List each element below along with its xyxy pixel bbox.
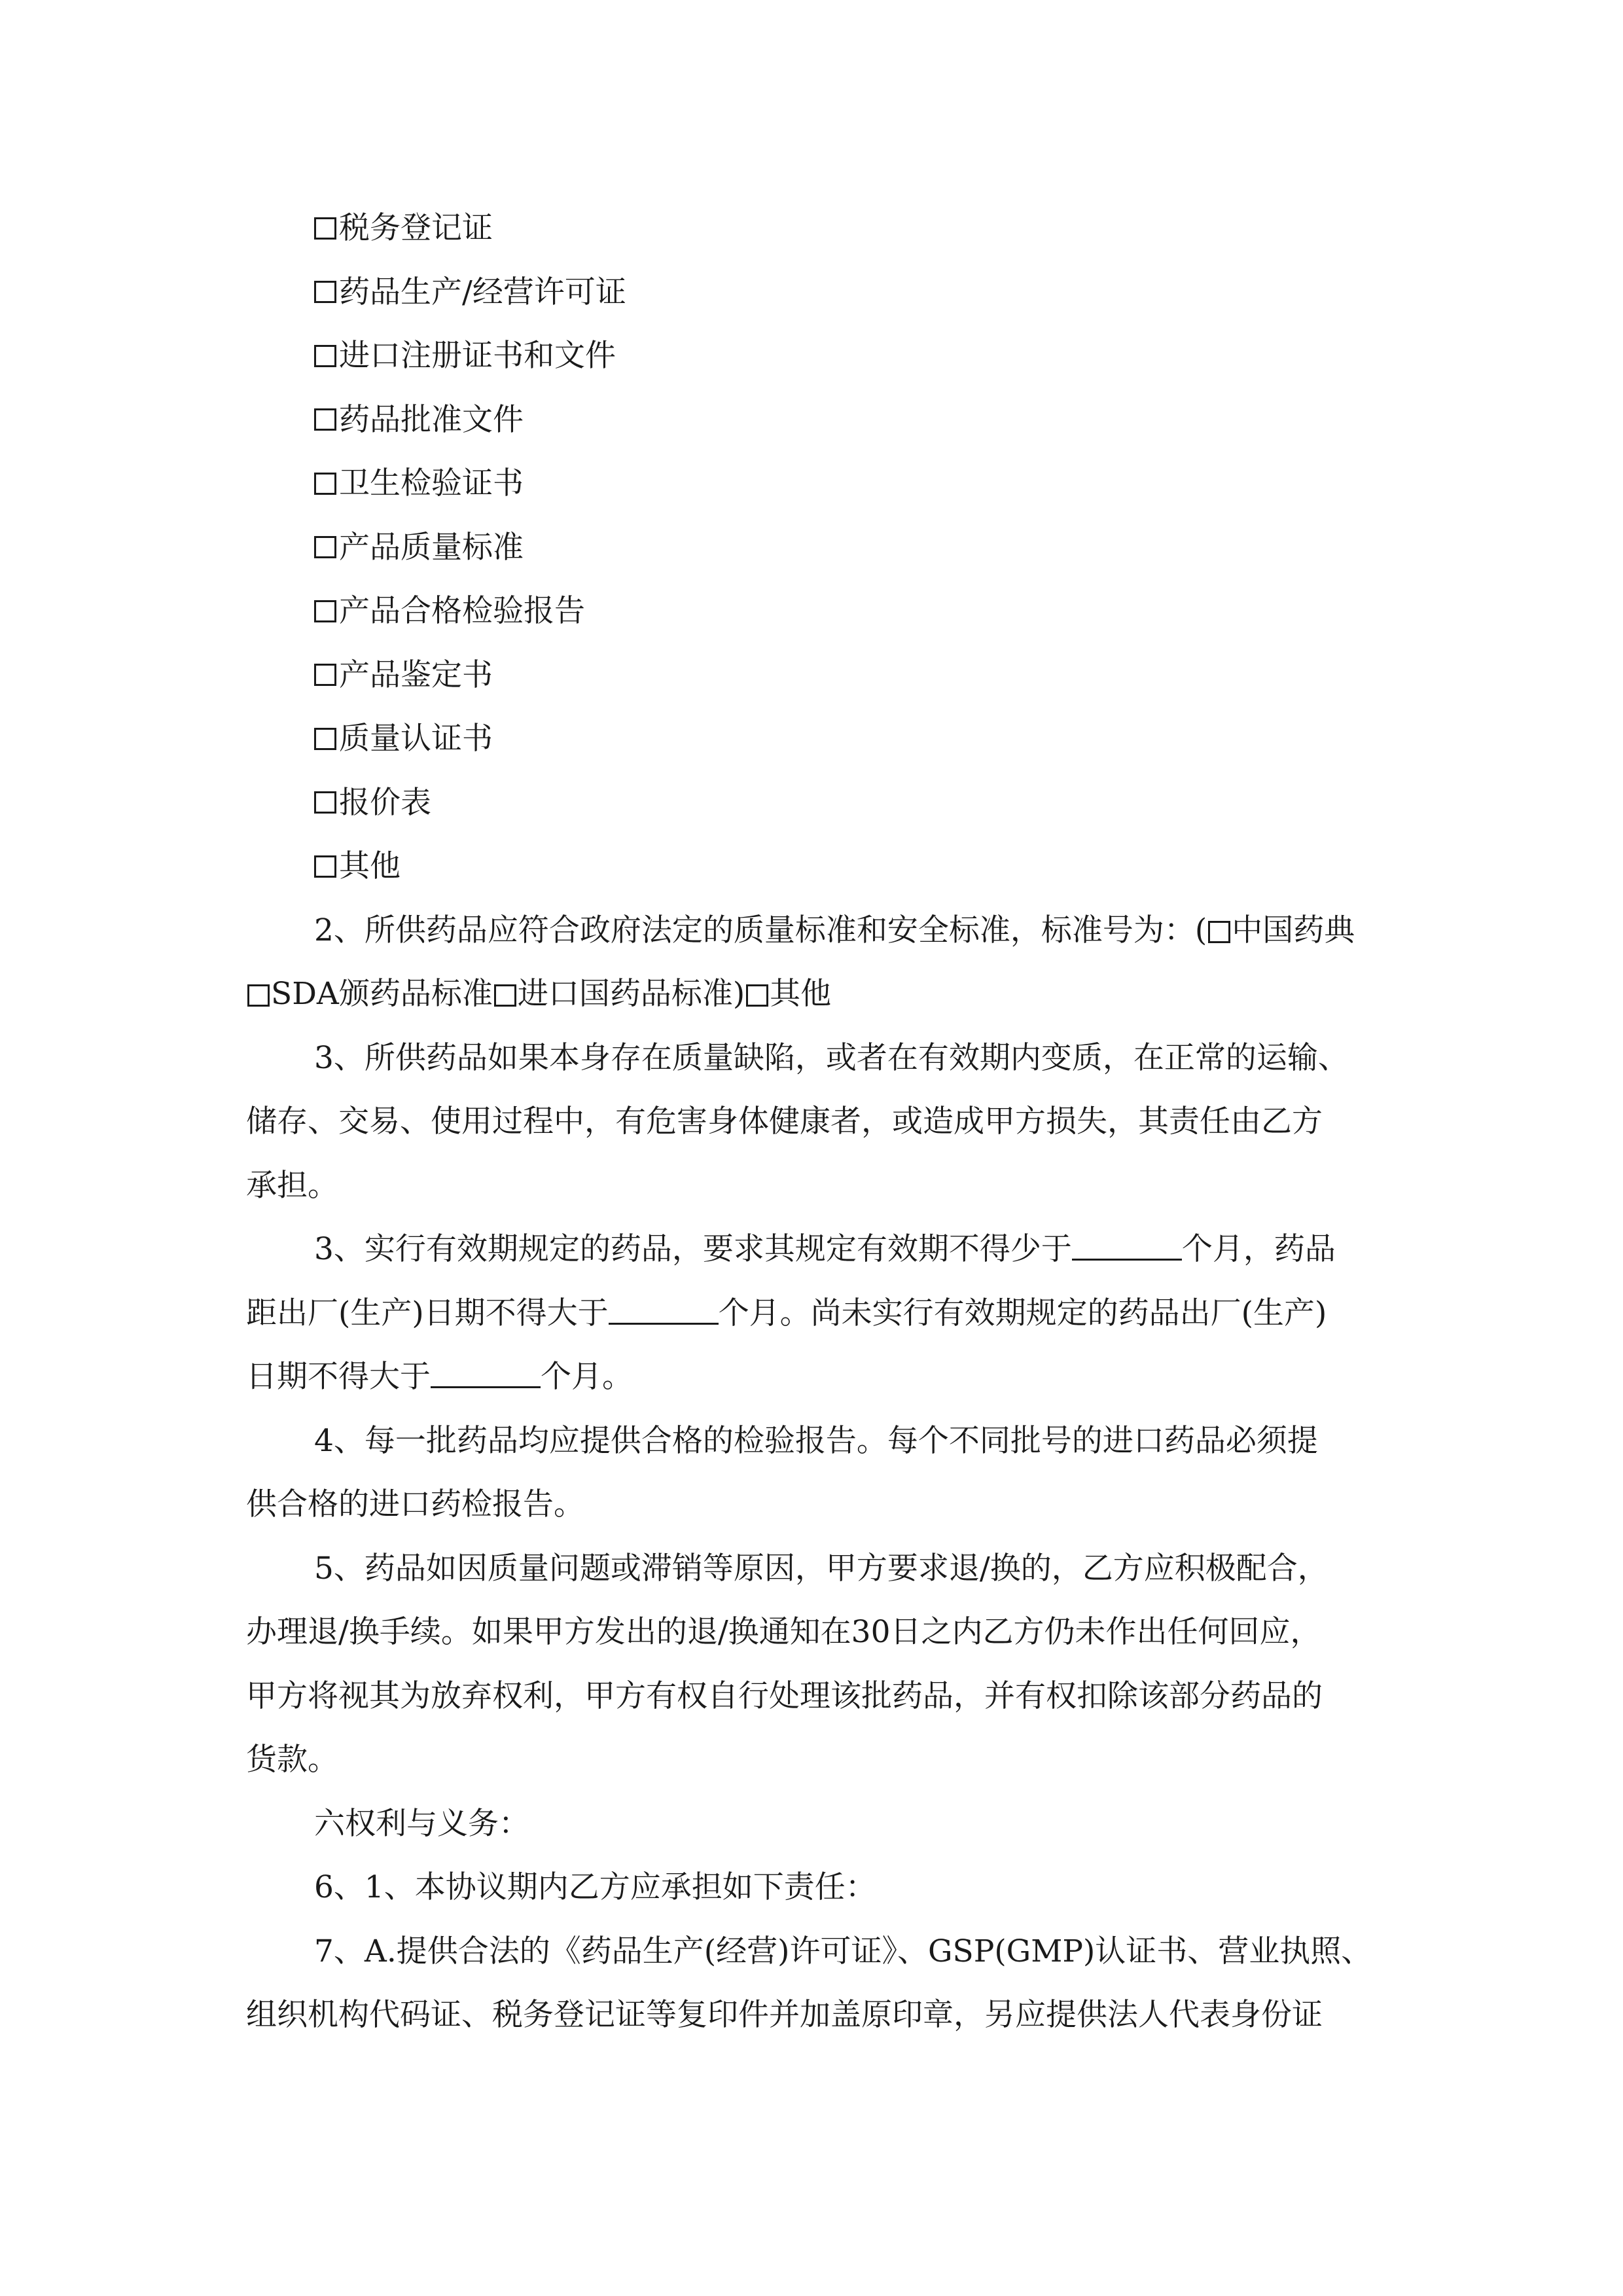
clause-5-line-4: 货款。	[246, 1742, 338, 1778]
section-6-heading: 六权利与义务：	[314, 1805, 529, 1842]
clause-4	[246, 1409, 1393, 1537]
checkbox-icon[interactable]	[494, 984, 516, 1007]
checklist-label: 产品鉴定书	[339, 656, 493, 693]
document-body	[246, 196, 1393, 2047]
document-checklist	[246, 196, 1393, 899]
checklist-label: 报价表	[339, 784, 431, 821]
clause-7-line-2: 组织机构代码证、税务登记证等复印件并加盖原印章，另应提供法人代表身份证	[246, 1997, 1323, 2033]
checklist-label: 税务登记证	[339, 210, 493, 246]
checklist-item-inspection-report	[246, 579, 1393, 643]
checkbox-icon[interactable]	[314, 408, 336, 431]
clause-2	[246, 899, 1393, 1026]
checkbox-icon[interactable]	[314, 728, 336, 750]
checklist-item-tax-registration	[246, 196, 1393, 260]
checklist-item-other	[246, 834, 1393, 899]
clause-3a-line-2: 储存、交易、使用过程中，有危害身体健康者，或造成甲方损失，其责任由乙方	[246, 1103, 1323, 1139]
clause-4-line-1: 4、每一批药品均应提供合格的检验报告。每个不同批号的进口药品必须提	[314, 1422, 1318, 1459]
clause-3b-line-3: 日期不得大于 个月。	[246, 1359, 633, 1395]
checklist-item-quality-standard	[246, 516, 1393, 580]
checkbox-icon[interactable]	[314, 664, 336, 686]
checklist-label: 卫生检验证书	[339, 465, 524, 501]
clause-3b-line-1: 3、实行有效期规定的药品，要求其规定有效期不得少于 个月，药品	[314, 1231, 1336, 1267]
checklist-label: 其他	[339, 848, 401, 884]
checklist-item-quality-certification	[246, 707, 1393, 771]
clause-7-line-1: 7、A.提供合法的《药品生产(经营)许可证》、GSP(GMP)认证书、营业执照、	[314, 1933, 1372, 1969]
checklist-label: 药品生产/经营许可证	[339, 274, 626, 310]
clause-3a-line-3: 承担。	[246, 1167, 338, 1204]
fill-in-blank-months[interactable]	[1072, 1232, 1182, 1261]
clause-3a-line-1: 3、所供药品如果本身存在质量缺陷，或者在有效期内变质，在正常的运输、	[314, 1039, 1349, 1076]
clause-5-line-3: 甲方将视其为放弃权利，甲方有权自行处理该批药品，并有权扣除该部分药品的	[246, 1677, 1323, 1714]
checklist-label: 质量认证书	[339, 721, 493, 757]
checkbox-icon[interactable]	[247, 984, 270, 1007]
checklist-item-health-certificate	[246, 452, 1393, 516]
section-6	[246, 1792, 1393, 1920]
clause-5-line-1: 5、药品如因质量问题或滞销等原因，甲方要求退/换的，乙方应积极配合，	[314, 1550, 1329, 1587]
checkbox-icon[interactable]	[314, 281, 336, 303]
checklist-label: 产品合格检验报告	[339, 593, 585, 629]
checkbox-icon[interactable]	[314, 600, 336, 622]
checkbox-icon[interactable]	[314, 217, 336, 240]
clause-2-line-1: 2、所供药品应符合政府法定的质量标准和安全标准，标准号为：( 中国药典	[314, 912, 1355, 948]
checklist-item-approval-documents	[246, 388, 1393, 452]
checkbox-icon[interactable]	[314, 345, 336, 367]
clause-3-quality-defects	[246, 1026, 1393, 1218]
checkbox-icon[interactable]	[1208, 921, 1230, 943]
clause-7	[246, 1920, 1393, 2047]
checkbox-icon[interactable]	[314, 855, 336, 878]
checklist-item-quotation	[246, 771, 1393, 835]
clause-2-line-2: SDA颁药品标准 进口国药品标准) 其他	[246, 962, 1393, 1026]
checklist-item-import-registration	[246, 324, 1393, 388]
clause-3b-line-2: 距出厂(生产)日期不得大于 个月。尚未实行有效期规定的药品出厂(生产)	[246, 1295, 1327, 1331]
checklist-label: 产品质量标准	[339, 529, 524, 565]
checkbox-icon[interactable]	[314, 791, 336, 814]
checklist-item-production-license	[246, 260, 1393, 325]
clause-5	[246, 1537, 1393, 1792]
checklist-item-appraisal	[246, 643, 1393, 708]
clause-6-1: 6、1、本协议期内乙方应承担如下责任：	[314, 1869, 876, 1905]
clause-4-line-2: 供合格的进口药检报告。	[246, 1486, 584, 1522]
fill-in-blank-months[interactable]	[609, 1297, 719, 1325]
checkbox-icon[interactable]	[314, 536, 336, 558]
checklist-label: 进口注册证书和文件	[339, 338, 616, 374]
clause-5-line-2: 办理退/换手续。如果甲方发出的退/换通知在30日之内乙方仍未作出任何回应，	[246, 1614, 1321, 1650]
checklist-label: 药品批准文件	[339, 401, 524, 438]
fill-in-blank-months[interactable]	[431, 1360, 541, 1388]
checkbox-icon[interactable]	[314, 473, 336, 495]
clause-3-validity-period	[246, 1217, 1393, 1409]
checkbox-icon[interactable]	[746, 984, 768, 1007]
